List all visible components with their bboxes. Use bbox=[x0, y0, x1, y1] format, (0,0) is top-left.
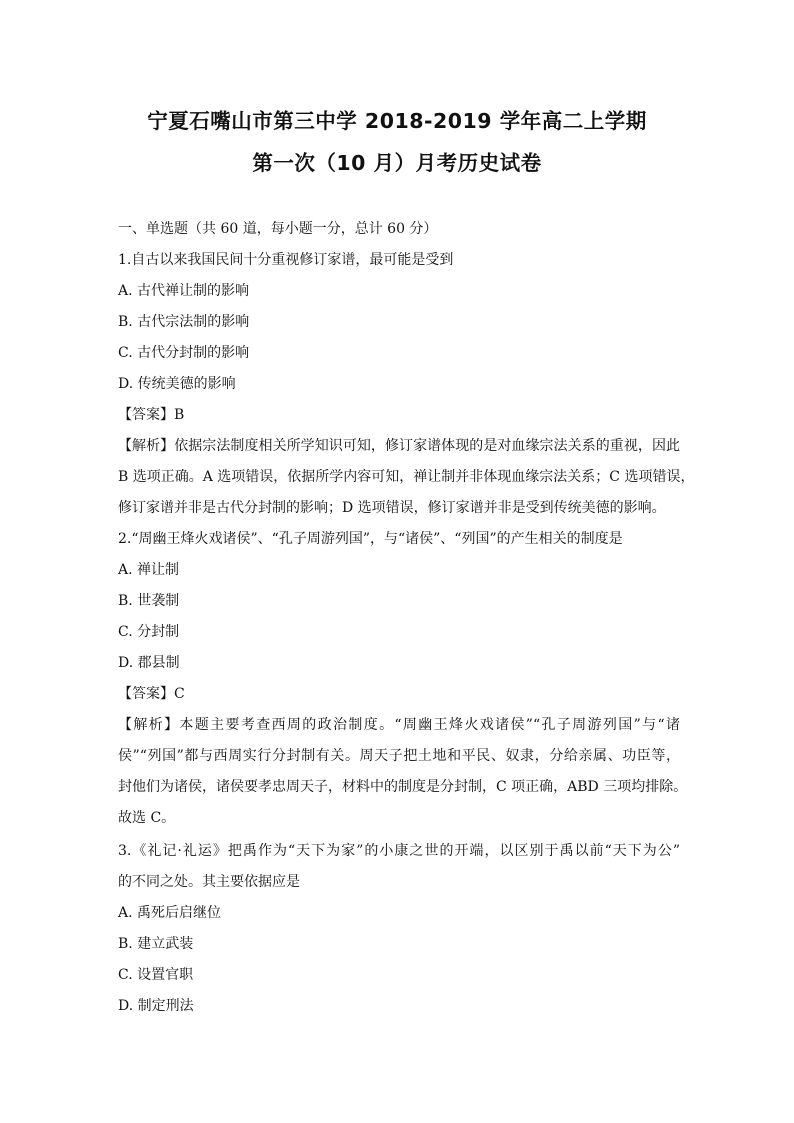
question-1-analysis-line-2: B 选项正确。A 选项错误，依据所学内容可知，禅让制并非体现血缘宗法关系；C 选项错误， bbox=[118, 469, 695, 485]
question-2-option-d: D. 郡县制 bbox=[118, 655, 180, 671]
question-3-option-d: D. 制定刑法 bbox=[118, 998, 194, 1014]
question-3-stem-line-1: 3.《礼记·礼运》把禹作为“天下为家”的小康之世的开端，以区别于禹以前“天下为公” bbox=[118, 843, 680, 859]
question-3-option-b: B. 建立武装 bbox=[118, 936, 194, 952]
question-3-option-a: A. 禹死后启继位 bbox=[118, 905, 222, 921]
question-1-option-a: A. 古代禅让制的影响 bbox=[118, 283, 250, 299]
question-1-analysis-line-1: 【解析】依据宗法制度相关所学知识可知，修订家谱体现的是对血缘宗法关系的重视，因此 bbox=[118, 438, 680, 454]
question-2-stem: 2.“周幽王烽火戏诸侯”、“孔子周游列国”，与“诸侯”、“列国”的产生相关的制度是 bbox=[118, 531, 623, 547]
question-3-option-c: C. 设置官职 bbox=[118, 967, 194, 983]
question-2-option-a: A. 禅让制 bbox=[118, 562, 180, 578]
exam-title-line-1: 宁夏石嘴山市第三中学 2018-2019 学年高二上学期 bbox=[147, 109, 647, 133]
question-2-analysis-line-1: 【解析】本题主要考查西周的政治制度。“周幽王烽火戏诸侯”“孔子周游列国”与“诸 bbox=[118, 717, 680, 733]
question-1-stem: 1.自古以来我国民间十分重视修订家谱，最可能是受到 bbox=[118, 252, 454, 268]
question-2-analysis-line-2: 侯”“列国”都与西周实行分封制有关。周天子把土地和平民、奴隶，分给亲属、功臣等， bbox=[118, 748, 680, 764]
question-2-option-b: B. 世袭制 bbox=[118, 593, 180, 609]
question-1-option-d: D. 传统美德的影响 bbox=[118, 376, 236, 392]
question-2-option-c: C. 分封制 bbox=[118, 624, 180, 640]
question-1-option-b: B. 古代宗法制的影响 bbox=[118, 314, 250, 330]
question-1-analysis-line-3: 修订家谱并非是古代分封制的影响；D 选项错误，修订家谱并非是受到传统美德的影响。 bbox=[118, 500, 666, 516]
section-heading: 一、单选题（共 60 道，每小题一分，总计 60 分） bbox=[118, 221, 438, 237]
question-2-analysis-line-4: 故选 C。 bbox=[118, 810, 176, 826]
question-3-stem-line-2: 的不同之处。其主要依据应是 bbox=[118, 874, 300, 890]
question-1-answer: 【答案】B bbox=[118, 407, 185, 423]
exam-title-line-2: 第一次（10 月）月考历史试卷 bbox=[252, 151, 542, 175]
question-2-answer: 【答案】C bbox=[118, 686, 185, 702]
question-1-option-c: C. 古代分封制的影响 bbox=[118, 345, 250, 361]
question-2-analysis-line-3: 封他们为诸侯，诸侯要孝忠周天子，材料中的制度是分封制，C 项正确，ABD 三项均排除。 bbox=[118, 779, 688, 795]
